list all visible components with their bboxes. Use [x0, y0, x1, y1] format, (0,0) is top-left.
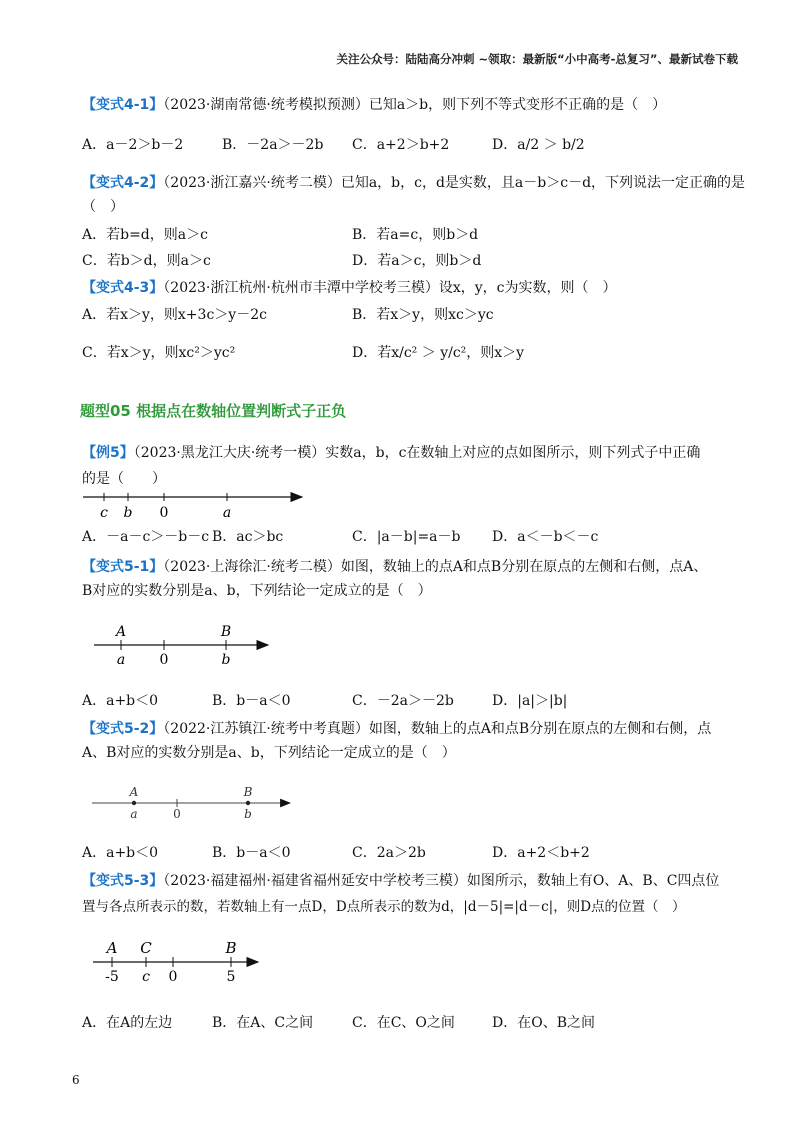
- tick-label-5: 5: [226, 969, 236, 985]
- tick-label-a: a: [130, 807, 138, 821]
- example-5-number-line: [83, 493, 302, 521]
- option-c: C．a+2＞b+2: [352, 137, 450, 153]
- tick-label-b: b: [244, 807, 252, 821]
- option-a: A．a+b＜0: [82, 845, 159, 861]
- page-header: 关注公众号：陆陆高分冲刺 ~领取：最新版“小中高考-总复习”、最新试卷下载: [336, 52, 738, 66]
- example-5-stem-cont: 的是（ ）: [82, 471, 166, 487]
- option-d: D．若a＞c，则b＞d: [352, 253, 482, 269]
- option-d: D．a+2＜b+2: [492, 845, 590, 861]
- option-a: A．若b=d，则a＞c: [82, 227, 208, 243]
- page-number: 6: [72, 1073, 80, 1087]
- option-c: C．若x＞y，则xc²＞yc²: [82, 345, 236, 361]
- tick-label-0: 0: [159, 652, 169, 668]
- tick-label-0: 0: [159, 505, 169, 521]
- option-a: A．在A的左边: [82, 1015, 173, 1031]
- option-d: D．在O、B之间: [492, 1015, 595, 1031]
- tick-label-0: 0: [173, 807, 181, 821]
- question-tag: 【变式5-3】: [82, 873, 164, 889]
- point-label-a-upper: A: [106, 939, 118, 957]
- option-b: B．b－a＜0: [212, 693, 291, 709]
- option-d: D．若x/c² ＞ y/c²，则x＞y: [352, 345, 525, 361]
- question-5-1-stem-cont: B对应的实数分别是a、b，下列结论一定成立的是（ ）: [82, 583, 432, 599]
- tick-label-b: b: [221, 652, 231, 668]
- option-b: B．若a=c，则b＞d: [352, 227, 479, 243]
- stem-text: （2023·浙江杭州·杭州市丰潭中学校考三模）设x，y，c为实数，则（ ）: [163, 280, 617, 296]
- option-b: B．ac＞bc: [212, 529, 284, 545]
- option-d: D．|a|＞|b|: [492, 693, 568, 709]
- question-5-2-number-line: [92, 785, 290, 821]
- tick-label-b: b: [123, 505, 133, 521]
- point-label-b-upper: B: [225, 939, 237, 957]
- option-c: C．－2a＞－2b: [352, 693, 454, 709]
- question-5-3-stem-cont: 置与各点所表示的数，若数轴上有一点D，D点所表示的数为d，|d－5|=|d－c|，则D点的位置（ ）: [82, 899, 686, 915]
- stem-text: （2022·江苏镇江·统考中考真题）如图，数轴上的点A和点B分别在原点的左侧和右侧，点: [163, 721, 712, 737]
- tick-label-0: 0: [168, 969, 178, 985]
- option-b: B．在A、C之间: [212, 1015, 314, 1031]
- stem-text: （2023·浙江嘉兴·统考二模）已知a，b，c，d是实数，且a－b＞c－d，下列说法一定正确的是: [163, 175, 746, 191]
- option-b: B．－2a＞－2b: [222, 137, 324, 153]
- point-label-b-upper: B: [220, 624, 232, 640]
- tick-label-minus-5: -5: [105, 969, 119, 985]
- option-c: C．若b＞d，则a＞c: [82, 253, 211, 269]
- option-c: C．在C、O之间: [352, 1015, 455, 1031]
- tick-label-c: c: [142, 969, 150, 985]
- point-label-a-upper: A: [115, 624, 127, 640]
- question-tag: 【变式5-1】: [82, 559, 164, 575]
- tick-label-c: c: [100, 505, 108, 521]
- point-label-a-upper: A: [129, 785, 139, 799]
- option-c: C．2a＞2b: [352, 845, 426, 861]
- question-tag: 【变式5-2】: [82, 721, 164, 737]
- stem-text: （2023·福建福州·福建省福州延安中学校考三模）如图所示，数轴上有O、A、B、C四点位: [163, 873, 720, 889]
- question-5-3-number-line: [93, 939, 258, 985]
- question-5-2-stem-cont: A、B对应的实数分别是a、b，下列结论一定成立的是（ ）: [82, 745, 456, 761]
- question-tag: 【变式4-1】: [82, 97, 164, 113]
- stem-text: （2023·上海徐汇·统考二模）如图，数轴上的点A和点B分别在原点的左侧和右侧，点A、: [163, 559, 708, 575]
- question-tag: 【变式4-3】: [82, 280, 164, 296]
- option-c: C．|a－b|=a－b: [352, 529, 461, 545]
- point-label-b-upper: B: [243, 785, 253, 799]
- question-tag: 【例5】: [82, 445, 134, 461]
- option-a: A．a+b＜0: [82, 693, 159, 709]
- option-b: B．b－a＜0: [212, 845, 291, 861]
- stem-text: （2023·湖南常德·统考模拟预测）已知a＞b，则下列不等式变形不正确的是（ ）: [163, 97, 667, 113]
- stem-text: （2023·黑龙江大庆·统考一模）实数a，b，c在数轴上对应的点如图所示，则下列式子中正确: [133, 445, 701, 461]
- question-tag: 【变式4-2】: [82, 175, 164, 191]
- option-b: B．若x＞y，则xc＞yc: [352, 307, 494, 323]
- tick-label-a: a: [222, 505, 232, 521]
- question-4-2-stem-cont: （ ）: [82, 199, 124, 215]
- section-title: 题型05 根据点在数轴位置判断式子正负: [80, 402, 347, 420]
- option-a: A．a－2＞b－2: [82, 137, 184, 153]
- option-a: A．－a－c＞－b－c: [82, 529, 210, 545]
- point-label-c-upper: C: [140, 939, 152, 957]
- option-d: D．a＜－b＜－c: [492, 529, 599, 545]
- option-a: A．若x＞y，则x+3c＞y－2c: [82, 307, 267, 323]
- option-d: D．a/2 ＞ b/2: [492, 137, 585, 153]
- question-5-1-number-line: [94, 624, 268, 668]
- tick-label-a: a: [116, 652, 126, 668]
